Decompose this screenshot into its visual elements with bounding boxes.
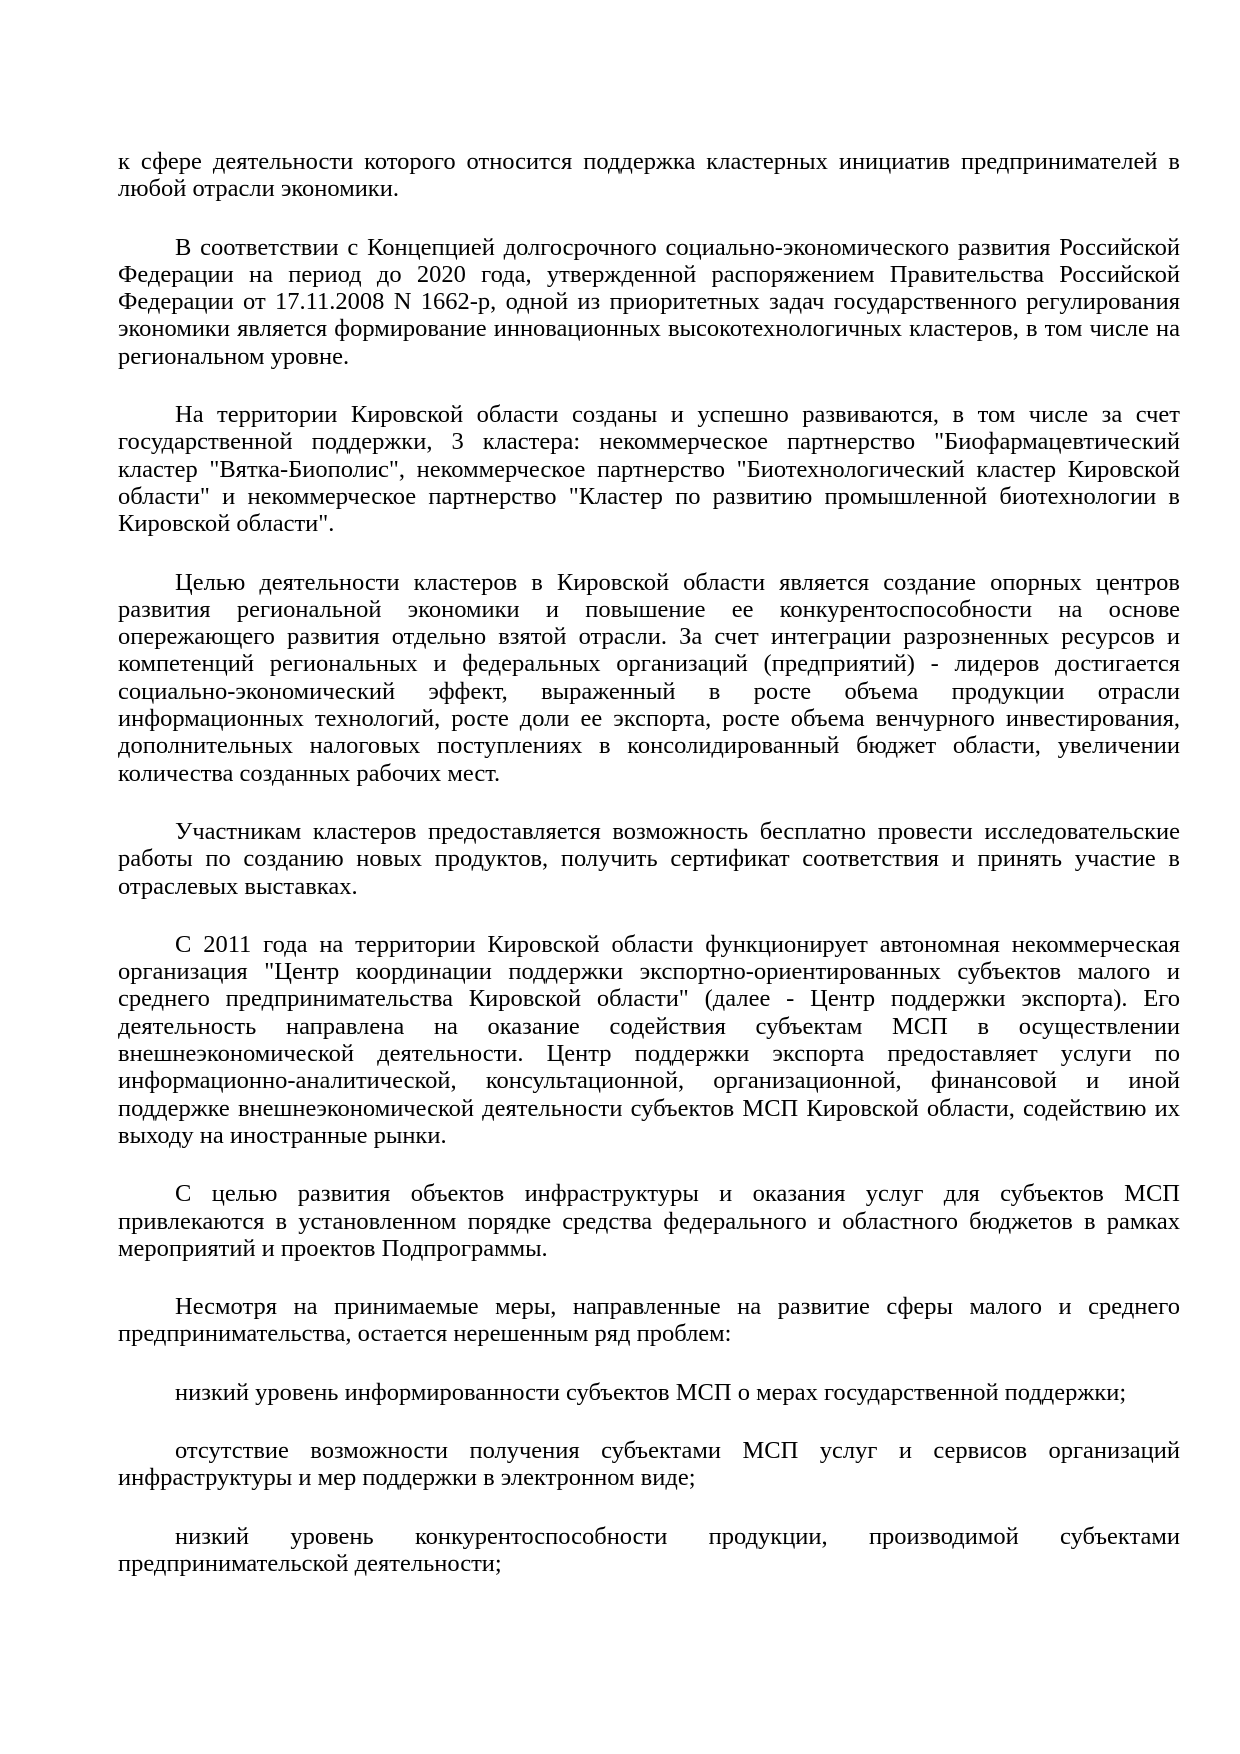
document-page — [118, 148, 1180, 1577]
problem-item-competitiveness: низкий уровень конкурентоспособности продукции, производимой субъектами предпринимательской деятельности; — [118, 1522, 1180, 1577]
paragraph-concept-2020: В соответствии с Концепцией долгосрочного социально-экономического развития Российской Федерации на период до 2020 года, утвержденной распоряжением Правительства Российской Федерации от 17.11.2008 N 1662-р, одной из приоритетных задач государственного регулирования экономики является формирование инновационных высокотехнологичных кластеров, в том числе на региональном уровне. — [118, 233, 1180, 370]
paragraph-infrastructure-funding: С целью развития объектов инфраструктуры и оказания услуг для субъектов МСП привлекаются в установленном порядке средства федерального и областного бюджетов в рамках мероприятий и проектов Подпрограммы. — [118, 1180, 1180, 1262]
paragraph-export-support-center: С 2011 года на территории Кировской области функционирует автономная некоммерческая организация "Центр координации поддержки экспортно-ориентированных субъектов малого и среднего предпринимательства Кировской области" (далее - Центр поддержки экспорта). Его деятельность направлена на оказание содействия субъектам МСП в осуществлении внешнеэкономической деятельности. Центр поддержки экспорта предоставляет услуги по информационно-аналитической, консультационной, организационной, финансовой и иной поддержке внешнеэкономической деятельности субъектов МСП Кировской области, содействию их выходу на иностранные рынки. — [118, 930, 1180, 1149]
paragraph-problems-intro: Несмотря на принимаемые меры, направленные на развитие сферы малого и среднего предпринимательства, остается нерешенным ряд проблем: — [118, 1293, 1180, 1348]
problem-item-electronic-services: отсутствие возможности получения субъектами МСП услуг и сервисов организаций инфраструктуры и мер поддержки в электронном виде; — [118, 1436, 1180, 1492]
paragraph-cluster-goals: Целью деятельности кластеров в Кировской области является создание опорных центров развития региональной экономики и повышение ее конкурентоспособности на основе опережающего развития отдельно взятой отрасли. За счет интеграции разрозненных ресурсов и компетенций региональных и федеральных организаций (предприятий) - лидеров достигается социально-экономический эффект, выраженный в росте объема продукции отрасли информационных технологий, росте доли ее экспорта, росте объема венчурного инвестирования, дополнительных налоговых поступлениях в консолидированный бюджет области, увеличении количества созданных рабочих мест. — [118, 568, 1180, 787]
paragraph-continuation: к сфере деятельности которого относится поддержка кластерных инициатив предпринимателей в любой отрасли экономики. — [118, 148, 1180, 203]
paragraph-cluster-participants: Участникам кластеров предоставляется возможность бесплатно провести исследовательские работы по созданию новых продуктов, получить сертификат соответствия и принять участие в отраслевых выставках. — [118, 817, 1180, 900]
paragraph-kirov-clusters: На территории Кировской области созданы и успешно развиваются, в том числе за счет государственной поддержки, 3 кластера: некоммерческое партнерство "Биофармацевтический кластер "Вятка-Биополис", некоммерческое партнерство "Биотехнологический кластер Кировской области" и некоммерческое партнерство "Кластер по развитию промышленной биотехнологии в Кировской области". — [118, 401, 1180, 538]
problem-item-awareness: низкий уровень информированности субъектов МСП о мерах государственной поддержки; — [175, 1378, 1127, 1406]
